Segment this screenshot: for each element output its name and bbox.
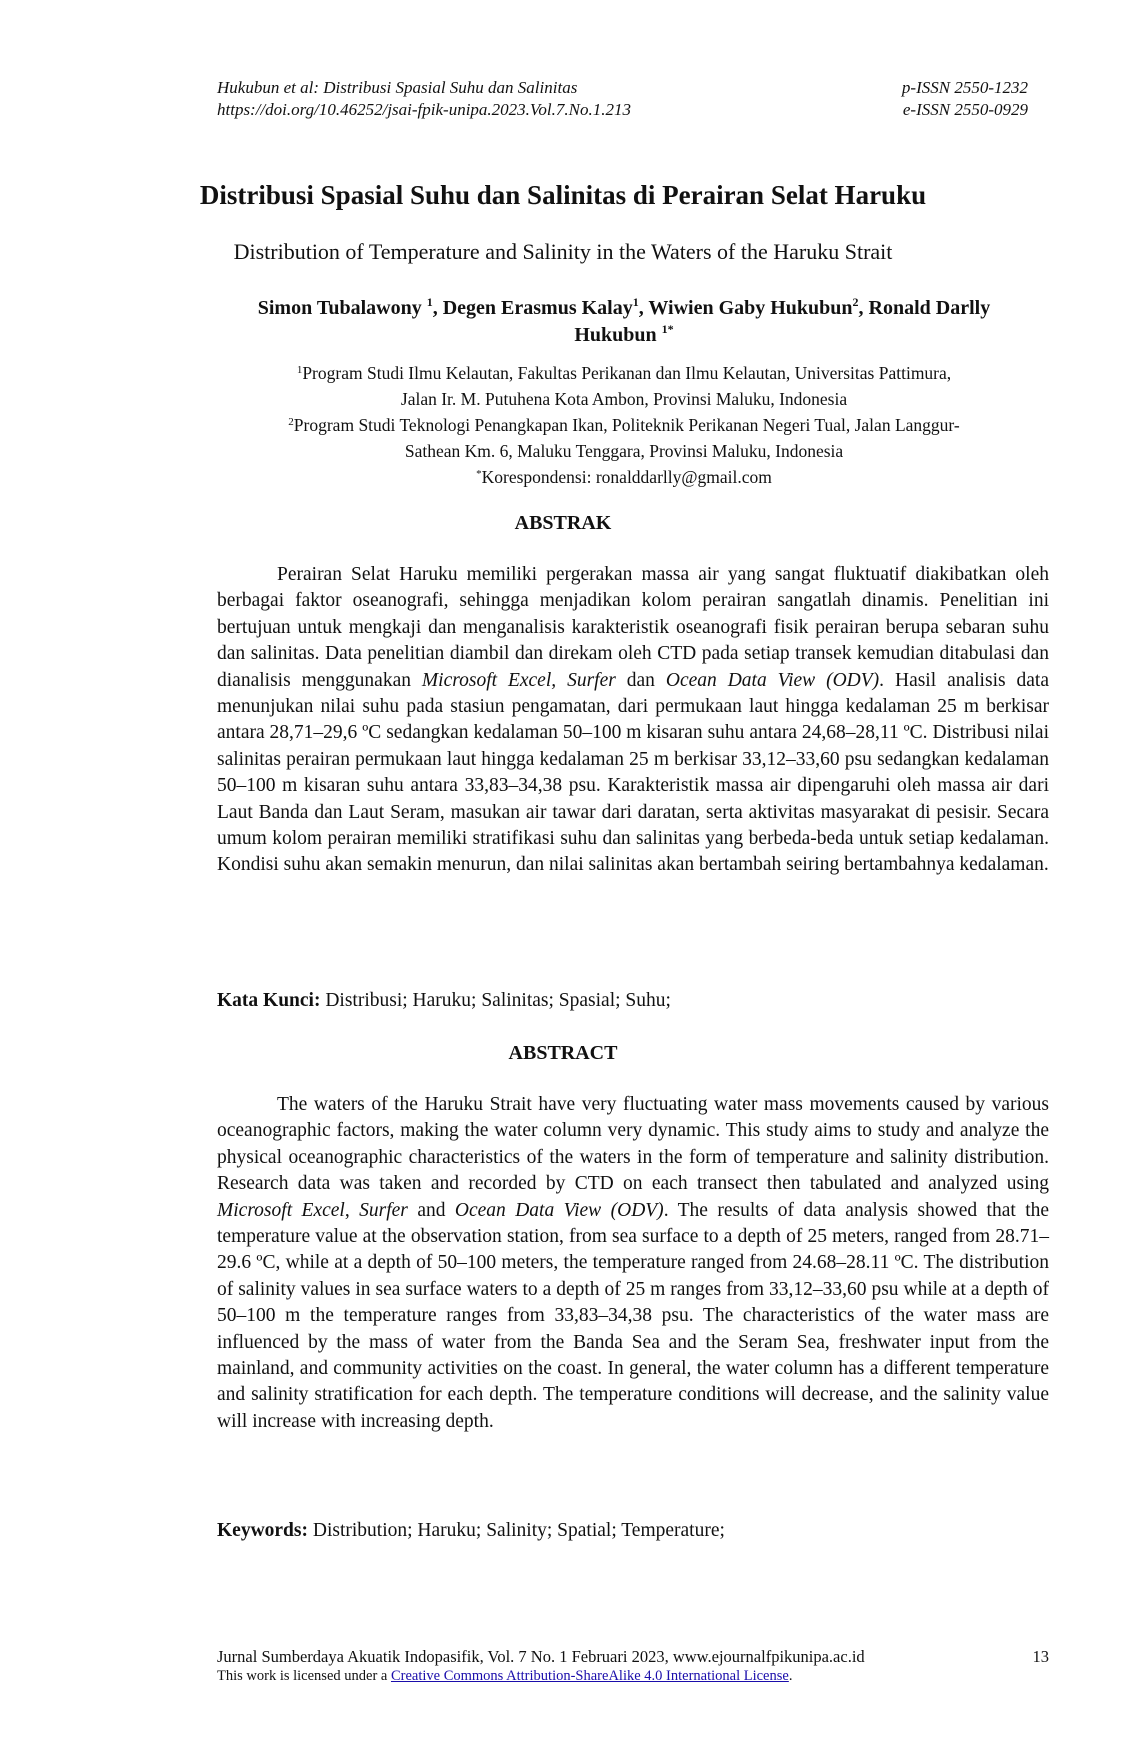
author-list: [218, 295, 1030, 349]
journal-citation: Jurnal Sumberdaya Akuatik Indopasifik, Vol. 7 No. 1 Februari 2023, www.ejournalfpikunipa.ac.id: [217, 1647, 865, 1666]
page-footer: [217, 1647, 1049, 1685]
author-name: , Ronald Darlly Hukubun: [574, 297, 991, 346]
p-issn: p-ISSN 2550-1232: [901, 78, 1028, 97]
software-name: Microsoft Excel, Surfer: [421, 669, 616, 691]
author-affil-mark: 1: [426, 295, 433, 309]
page-number: 13: [1032, 1647, 1049, 1666]
paper-subtitle: Distribution of Temperature and Salinity in the Waters of the Haruku Strait: [233, 239, 893, 264]
software-name: Surfer: [359, 1199, 408, 1221]
abstrak-text: Perairan Selat Haruku memiliki pergerakan massa air yang sangat fluktuatif diakibatkan oleh berbagai faktor oseanografi, sehingga menjadikan kolom perairan sangatlah dinamis. Penelitian ini bertujuan untuk mengkaji dan menganalisis karakteristik oseanografi fisik perairan berupa sebaran suhu dan salinitas. Data penelitian diambil dan direkam oleh CTD pada setiap transek kemudian ditabulasi dan dianalisis menggunakan: [217, 564, 1049, 691]
license-text: This work is licensed under a: [217, 1668, 391, 1684]
abstract-text: The waters of the Haruku Strait have very fluctuating water mass movements caused by various oceanographic factors, making the water column very dynamic. This study aims to study and analyze the physical oceanographic characteristics of the waters in the form of temperature and salinity distribution. Research data was taken and recorded by CTD on each transect then tabulated and analyzed using: [217, 1094, 1049, 1195]
affil-mark: 1: [296, 364, 303, 376]
keywords: [217, 1518, 1049, 1544]
abstract-text: ,: [344, 1199, 360, 1221]
abstract-text: . The results of data analysis showed that the temperature value at the observation station, from sea surface to a depth of 25 meters, ranged from 28.71–29.6 ºC, while at a depth of 50–100 meters, the temperature ranged from 24.68–28.11 ºC. The distribution of salinity values in sea surface waters to a depth of 25 m ranges from 33,12–33,60 psu while at a depth of 50–100 m the temperature ranges from 33,83–34,38 psu. The characteristics of the water mass are influenced by the mass of water from the Banda Sea and the Seram Sea, freshwater input from the mainland, and community activities on the coast. In general, the water column has a different temperature and salinity stratification for each depth. The temperature conditions will decrease, and the salinity value will increase with increasing depth.: [217, 1199, 1050, 1432]
abstrak-paragraph: [217, 562, 1049, 879]
license-link[interactable]: Creative Commons Attribution-ShareAlike 4.0 International License: [390, 1668, 789, 1684]
author-name: , Wiwien Gaby Hukubun: [638, 297, 853, 319]
abstract-body: [217, 1092, 1049, 1435]
author-name: Simon Tubalawony: [257, 297, 427, 319]
affiliation-2-cont: Sathean Km. 6, Maluku Tenggara, Provinsi Maluku, Indonesia: [404, 441, 844, 461]
abstract-paragraph: [217, 1092, 1049, 1435]
software-name: Ocean Data View (ODV): [665, 669, 880, 691]
affiliation-1: [200, 360, 1048, 386]
correspondence-email: Korespondensi: ronalddarlly@gmail.com: [481, 467, 772, 487]
author-affil-mark: 2: [852, 295, 859, 309]
corr-mark: *: [476, 468, 482, 480]
kata-kunci: [217, 988, 1049, 1014]
abstrak-body: [217, 562, 1049, 879]
affil-mark: 2: [288, 416, 294, 428]
author-affil-mark: 1: [632, 295, 639, 309]
kata-kunci-label: Kata Kunci:: [217, 990, 321, 1011]
running-header-title: Hukubun et al: Distribusi Spasial Suhu dan Salinitas: [217, 78, 578, 97]
abstract-text: and: [407, 1199, 455, 1221]
affil-text: Program Studi Ilmu Kelautan, Fakultas Perikanan dan Ilmu Kelautan, Universitas Pattimura,: [302, 363, 952, 383]
affil-text: Program Studi Teknologi Penangkapan Ikan, Politeknik Perikanan Negeri Tual, Jalan Langgur-: [293, 415, 960, 435]
footer-journal-line: [217, 1647, 1049, 1667]
license-text: .: [788, 1668, 793, 1684]
affiliation-1-cont: Jalan Ir. M. Putuhena Kota Ambon, Provinsi Maluku, Indonesia: [400, 389, 848, 409]
abstrak-text: . Hasil analisis data menunjukan nilai suhu pada stasiun pengamatan, dari permukaan laut hingga kedalaman 25 m berkisar antara 28,71–29,6 ºC sedangkan kedalaman 50–100 m kisaran suhu antara 24,68–28,11 ºC. Distribusi nilai salinitas perairan permukaan laut hingga kedalaman 25 m berkisar 33,12–33,60 psu sedangkan kedalaman 50–100 m kisaran suhu antara 33,83–34,38 psu. Karakteristik massa air dipengaruhi oleh massa air dari Laut Banda dan Laut Seram, masukan air tawar dari daratan, serta aktivitas masyarakat di pesisir. Secara umum kolom perairan memiliki stratifikasi suhu dan salinitas yang berbeda-beda untuk setiap kedalaman. Kondisi suhu akan semakin menurun, dan nilai salinitas akan bertambah seiring bertambahnya kedalaman.: [217, 669, 1049, 876]
keywords-text: Distribution; Haruku; Salinity; Spatial; Temperature;: [308, 1520, 725, 1541]
e-issn: e-ISSN 2550-0929: [902, 100, 1028, 119]
affiliation-2: [200, 412, 1048, 438]
kata-kunci-text: Distribusi; Haruku; Salinitas; Spasial; Suhu;: [320, 990, 671, 1011]
software-name: Ocean Data View (ODV): [454, 1199, 664, 1221]
keywords-label: Keywords:: [217, 1520, 308, 1541]
author-name: , Degen Erasmus Kalay: [432, 297, 633, 319]
running-header-right: [902, 77, 1028, 121]
author-affil-mark: 1*: [661, 322, 674, 336]
software-name: Microsoft Excel: [217, 1199, 345, 1221]
doi-text: https://doi.org/10.46252/jsai-fpik-unipa.2023.Vol.7.No.1.213: [217, 100, 631, 119]
paper-title: Distribusi Spasial Suhu dan Salinitas di Perairan Selat Haruku: [199, 180, 927, 210]
affiliations: [200, 360, 1048, 490]
abstract-heading: ABSTRACT: [508, 1042, 618, 1064]
abstrak-text: dan: [615, 669, 666, 691]
correspondence: [200, 464, 1048, 490]
running-header-left: [217, 77, 631, 121]
abstrak-heading: ABSTRAK: [514, 512, 612, 534]
license-line: [217, 1667, 1049, 1685]
